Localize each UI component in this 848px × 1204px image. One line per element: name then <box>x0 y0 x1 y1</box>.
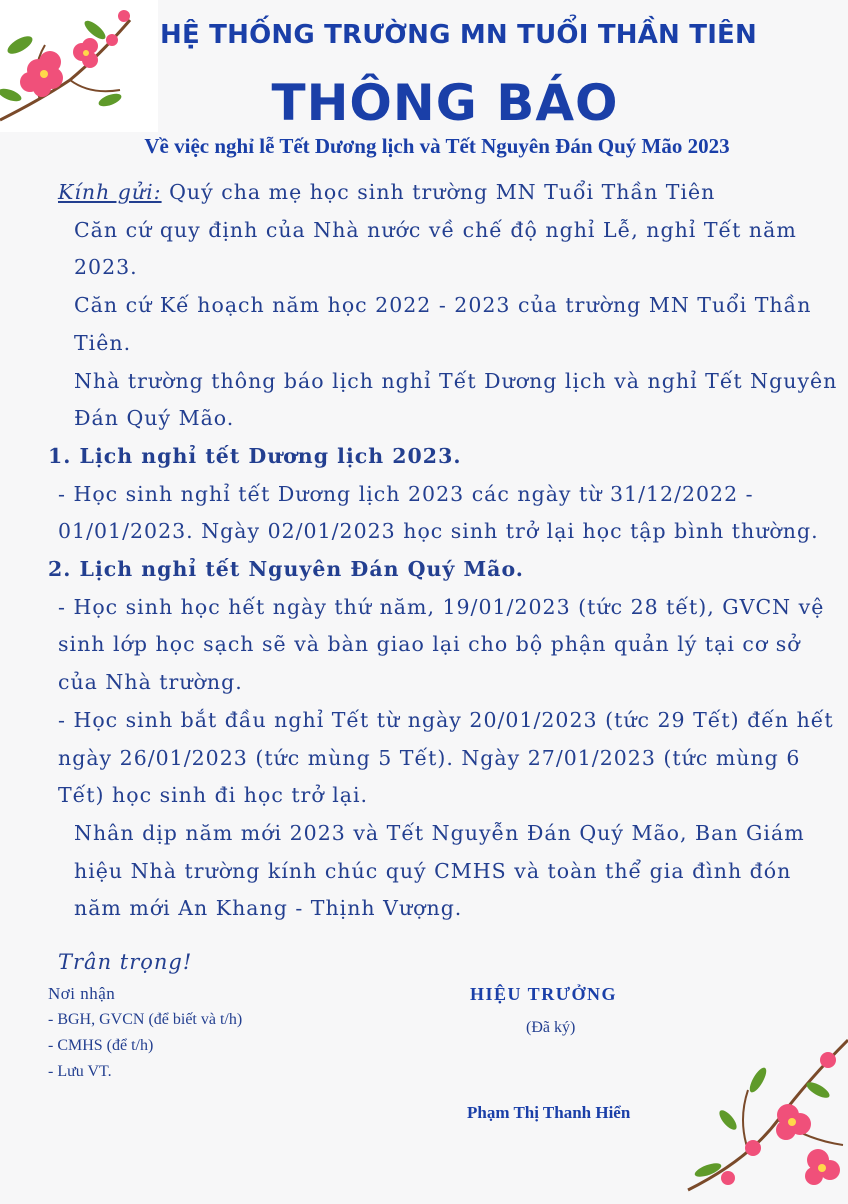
recipients-heading: Nơi nhận <box>48 984 116 1003</box>
section-1-heading: 1. Lịch nghỉ tết Dương lịch 2023. <box>48 443 462 468</box>
paragraph-legal-basis-1: Căn cứ quy định của Nhà nước về chế độ nghỉ Lễ, nghỉ Tết năm 2023. <box>74 217 797 280</box>
section-2-item-1: - Học sinh học hết ngày thứ năm, 19/01/2023 (tức 28 tết), GVCN vệ sinh lớp học sạch sẽ và bàn giao lại cho bộ phận quản lý tại cơ sở của Nhà trường. <box>58 594 825 695</box>
signature-role: HIỆU TRƯỞNG <box>470 984 618 1004</box>
section-1-item: - Học sinh nghỉ tết Dương lịch 2023 các ngày từ 31/12/2022 - 01/01/2023. Ngày 02/01/2023 học sinh trở lại học tập bình thường. <box>58 481 819 544</box>
salutation-text: Quý cha mẹ học sinh trường MN Tuổi Thần Tiên <box>161 180 716 204</box>
salutation-label: Kính gửi: <box>58 180 162 204</box>
section-2-item-2: - Học sinh bắt đầu nghỉ Tết từ ngày 20/01/2023 (tức 29 Tết) đến hết ngày 26/01/2023 (tức mùng 5 Tết). Ngày 27/01/2023 (tức mùng 6 Tết) học sinh đi học trở lại. <box>58 707 834 808</box>
recipient-item: - Lưu VT. <box>48 1063 112 1080</box>
recipient-item: - CMHS (để t/h) <box>48 1037 154 1054</box>
recipients-block <box>48 984 242 1089</box>
organization-name: HỆ THỐNG TRƯỜNG MN TUỔI THẦN TIÊN <box>160 20 757 50</box>
signer-name: Phạm Thị Thanh Hiển <box>467 1103 631 1122</box>
signature-status: (Đã ký) <box>526 1019 576 1036</box>
closing-phrase: Trân trọng! <box>58 950 193 974</box>
page-subtitle: Về việc nghỉ lễ Tết Dương lịch và Tết Nguyên Đán Quý Mão 2023 <box>144 134 730 158</box>
paragraph-legal-basis-2: Căn cứ Kế hoạch năm học 2022 - 2023 của trường MN Tuổi Thần Tiên. <box>74 293 812 355</box>
paragraph-wishes: Nhân dịp năm mới 2023 và Tết Nguyễn Đán Quý Mão, Ban Giám hiệu Nhà trường kính chúc quý CMHS và toàn thể gia đình đón năm mới An Khang - Thịnh Vượng. <box>74 820 805 921</box>
page-title: THÔNG BÁO <box>271 74 619 132</box>
recipient-item: - BGH, GVCN (để biết và t/h) <box>48 1011 243 1028</box>
salutation-line <box>48 174 838 212</box>
peach-blossom-decoration-bottom-right <box>668 1020 848 1200</box>
paragraph-announcement: Nhà trường thông báo lịch nghỉ Tết Dương lịch và nghỉ Tết Nguyên Đán Quý Mão. <box>74 368 838 431</box>
section-2-heading: 2. Lịch nghỉ tết Nguyên Đán Quý Mão. <box>48 557 524 582</box>
notice-body <box>48 174 838 928</box>
